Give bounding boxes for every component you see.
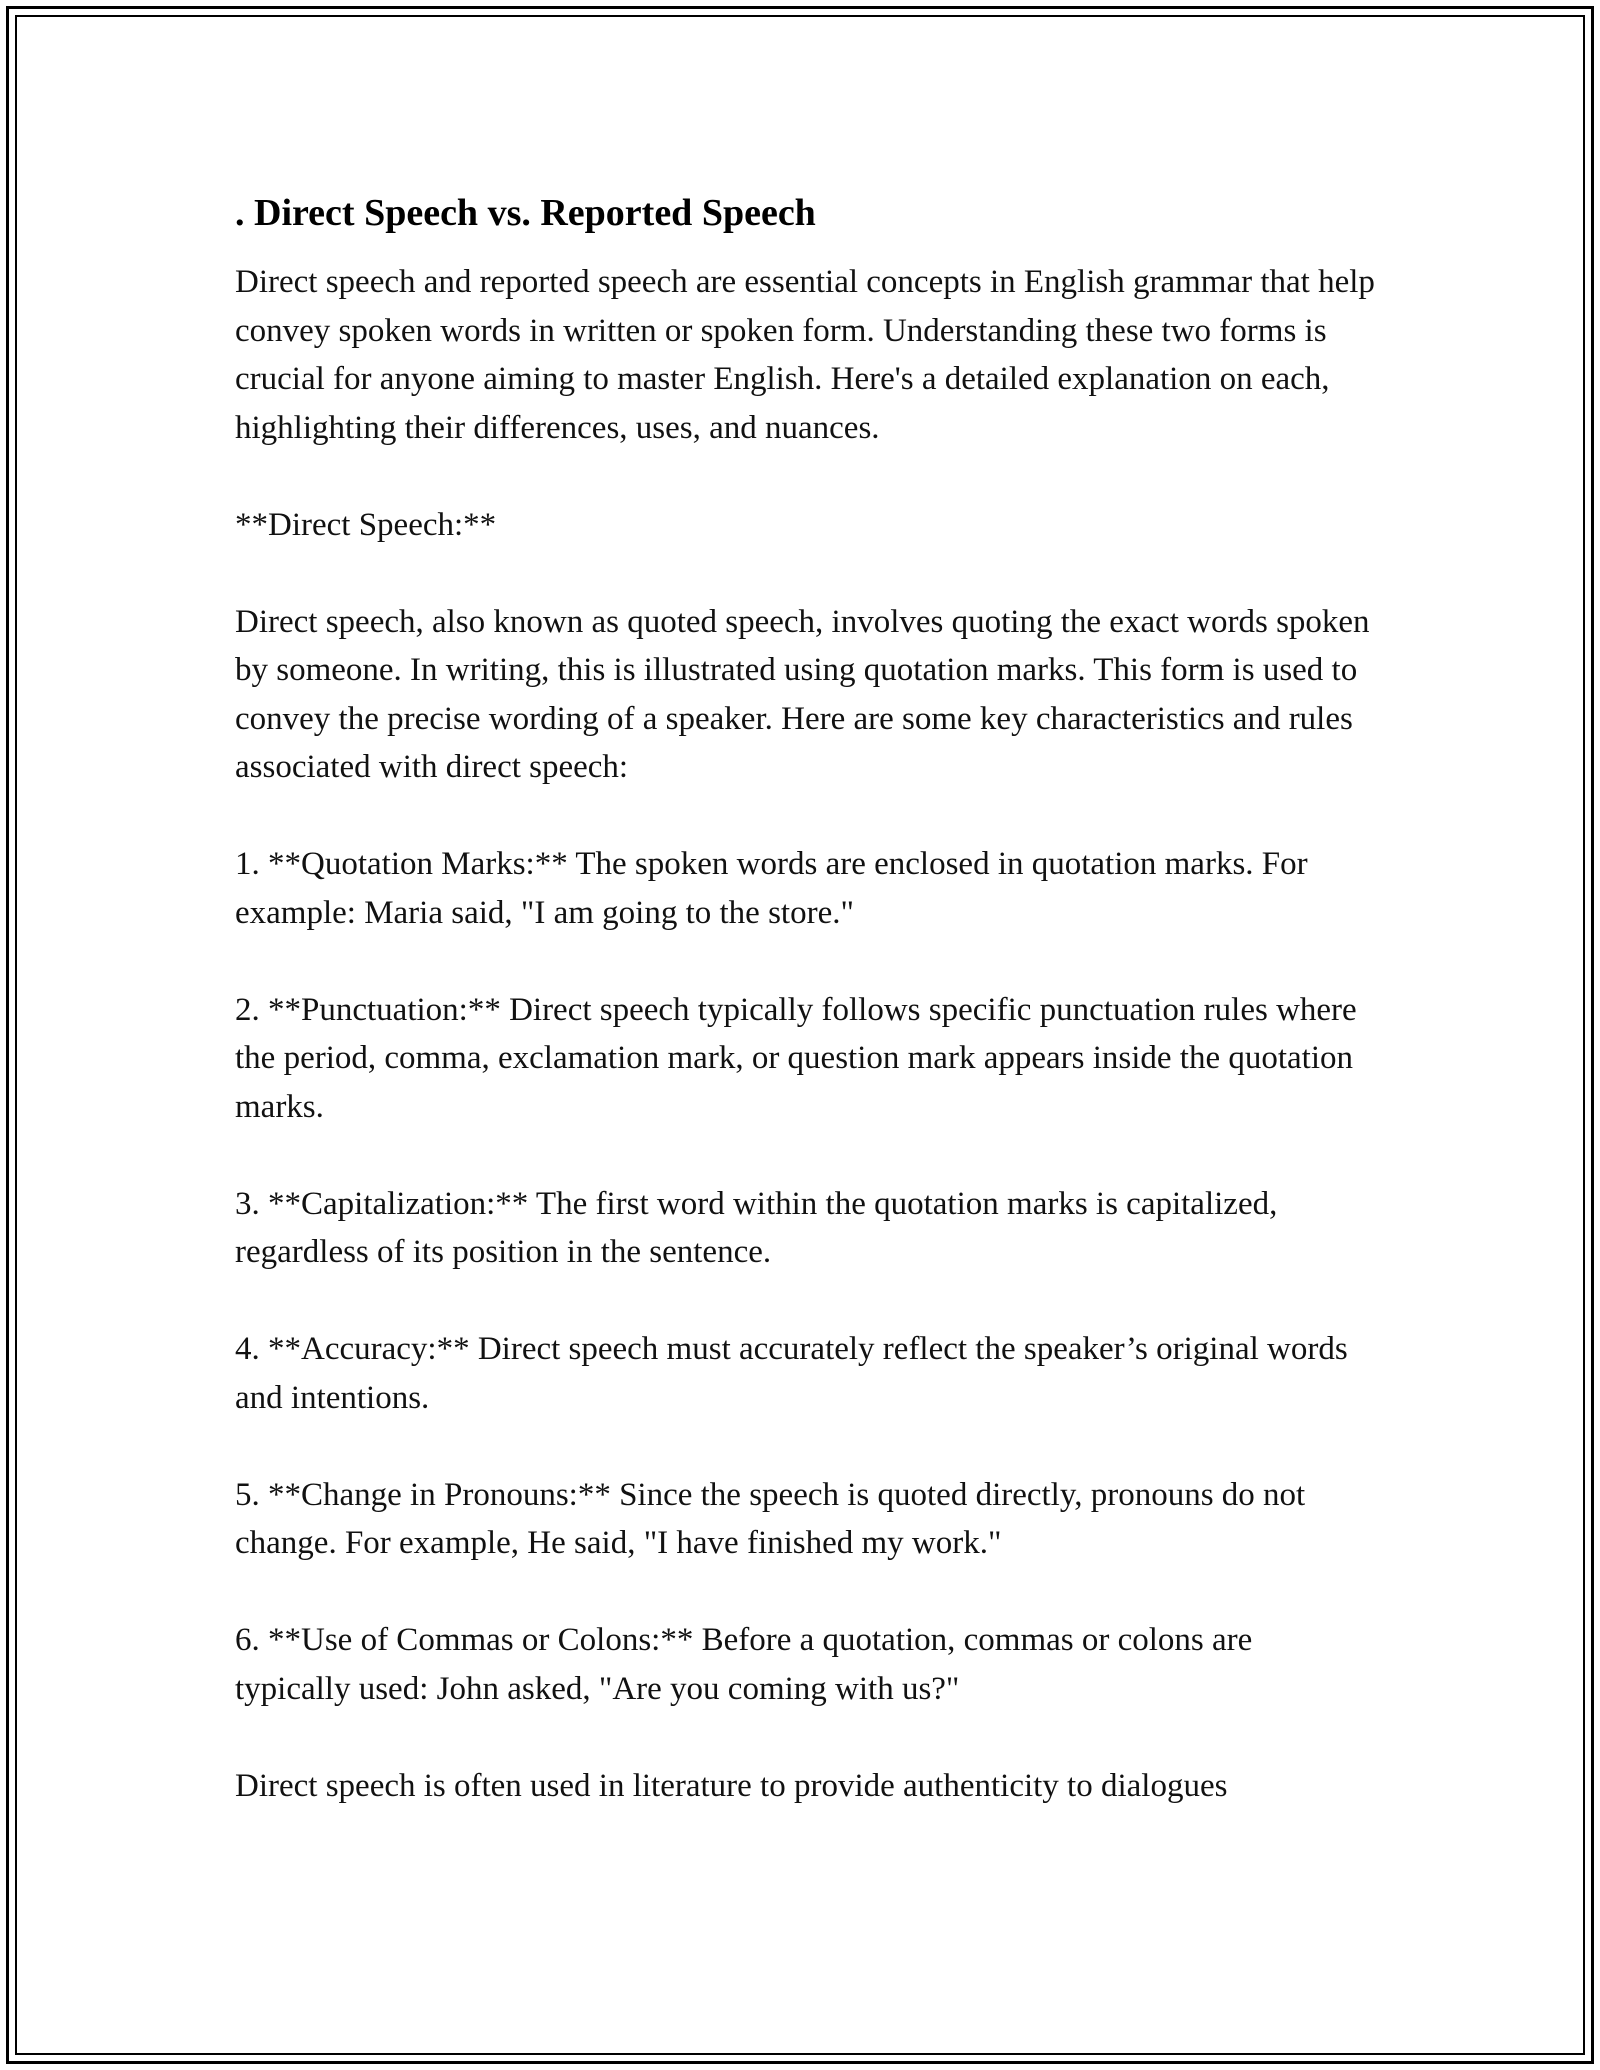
list-item-commas-or-colons: 6. **Use of Commas or Colons:** Before a quotation, commas or colons are typically used: John asked, "Are you coming with us?" <box>235 1622 1253 1707</box>
list-item-change-in-pronouns: 5. **Change in Pronouns:** Since the speech is quoted directly, pronouns do not change. For example, He said, "I have finished my work." <box>235 1476 1306 1561</box>
document-body <box>235 186 1375 1859</box>
list-item-quotation-marks: 1. **Quotation Marks:** The spoken words are enclosed in quotation marks. For example: Maria said, "I am going to the store." <box>235 846 1308 931</box>
closing-paragraph: Direct speech is often used in literature to provide authenticity to dialogues <box>235 1767 1228 1804</box>
section-heading-direct-speech: **Direct Speech:** <box>235 506 497 543</box>
document-title: . Direct Speech vs. Reported Speech <box>235 192 816 234</box>
list-item-capitalization: 3. **Capitalization:** The first word within the quotation marks is capitalized, regardless of its position in the sentence. <box>235 1185 1278 1270</box>
direct-speech-definition-paragraph: Direct speech, also known as quoted speech, involves quoting the exact words spoken by someone. In writing, this is illustrated using quotation marks. This form is used to convey the precise wording of a speaker. Here are some key characteristics and rules associated with direct speech: <box>235 603 1370 785</box>
list-item-punctuation: 2. **Punctuation:** Direct speech typically follows specific punctuation rules where the period, comma, exclamation mark, or question mark appears inside the quotation marks. <box>235 991 1357 1125</box>
list-item-accuracy: 4. **Accuracy:** Direct speech must accurately reflect the speaker’s original words and intentions. <box>235 1331 1348 1416</box>
intro-paragraph: Direct speech and reported speech are essential concepts in English grammar that help convey spoken words in written or spoken form. Understanding these two forms is crucial for anyone aiming to master English. Here's a detailed explanation on each, highlighting their differences, uses, and nuances. <box>235 264 1375 446</box>
